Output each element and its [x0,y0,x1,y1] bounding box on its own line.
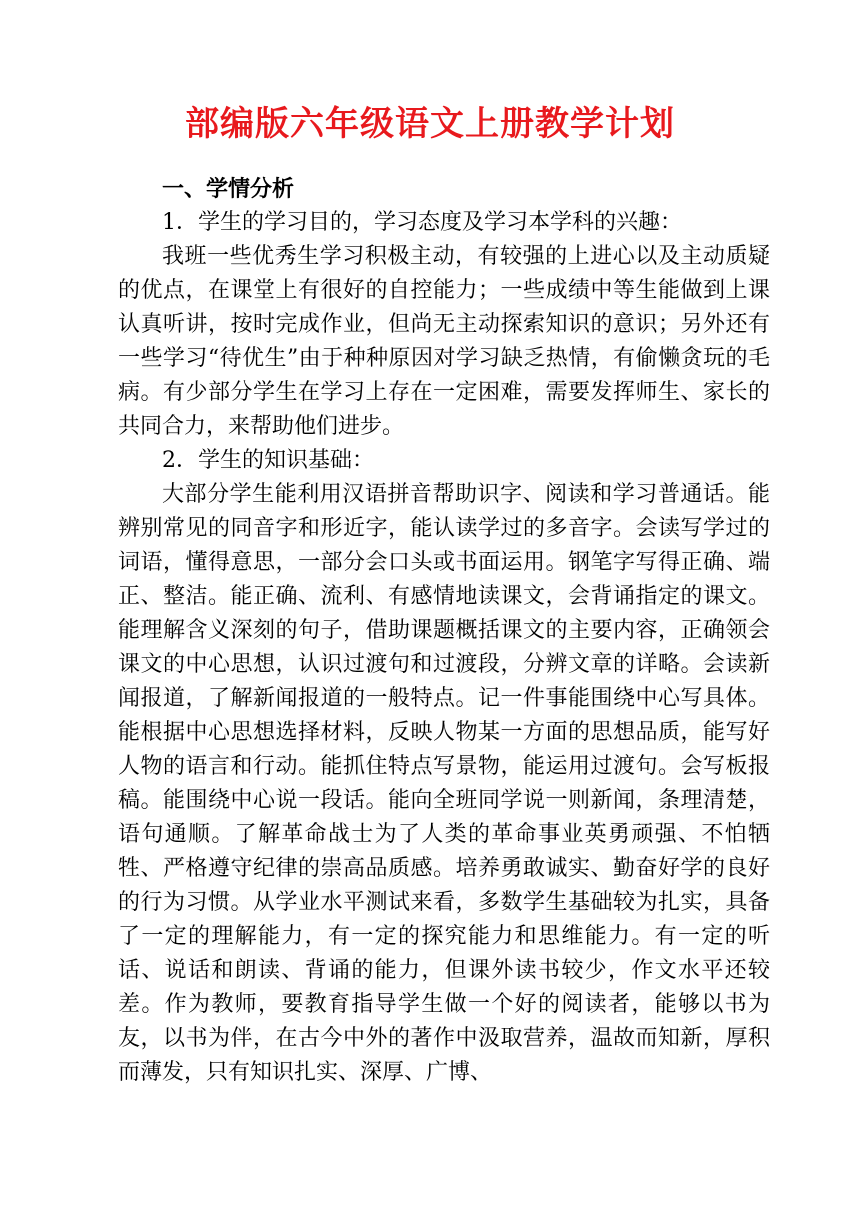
section-heading-student-analysis: 一、学情分析 [162,176,295,202]
paragraph-learning-attitude: 我班一些优秀生学习积极主动，有较强的上进心以及主动质疑的优点，在课堂上有很好的自控能力；一些成绩中等生能做到上课认真听讲，按时完成作业，但尚无主动探索知识的意识；另外还有一些学习“待优生”由于种种原因对学习缺乏热情，有偷懒贪玩的毛病。有少部分学生在学习上存在一定困难，需要发挥师生、家长的共同合力，来帮助他们进步。 [118,244,770,439]
paragraph-knowledge-base: 大部分学生能利用汉语拼音帮助识字、阅读和学习普通话。能辨别常见的同音字和形近字，能认读学过的多音字。会读写学过的词语，懂得意思，一部分会口头或书面运用。钢笔字写得正确、端正、整洁。能正确、流利、有感情地读课文，会背诵指定的课文。能理解含义深刻的句子，借助课题概括课文的主要内容，正确领会课文的中心思想，认识过渡句和过渡段，分辨文章的详略。会读新闻报道，了解新闻报道的一般特点。记一件事能围绕中心写具体。能根据中心思想选择材料，反映人物某一方面的思想品质，能写好人物的语言和行动。能抓住特点写景物，能运用过渡句。会写板报稿。能围绕中心说一段话。能向全班同学说一则新闻，条理清楚，语句通顺。了解革命战士为了人类的革命事业英勇顽强、不怕牺牲、严格遵守纪律的崇高品质感。培养勇敢诚实、勤奋好学的良好的行为习惯。从学业水平测试来看，多数学生基础较为扎实，具备了一定的理解能力，有一定的探究能力和思维能力。有一定的听话、说话和朗读、背诵的能力，但课外读书较少，作文水平还较差。作为教师，要教育指导学生做一个好的阅读者，能够以书为友，以书为伴，在古今中外的著作中汲取营养，温故而知新，厚积而薄发，只有知识扎实、深厚、广博、 [118,482,770,1085]
item-heading-knowledge-base: 2．学生的知识基础： [162,448,374,473]
document-title: 部编版六年级语文上册教学计划 [185,104,675,144]
item-heading-learning-attitude: 1．学生的学习目的，学习态度及学习本学科的兴趣： [162,210,682,235]
document-body [118,172,770,1090]
